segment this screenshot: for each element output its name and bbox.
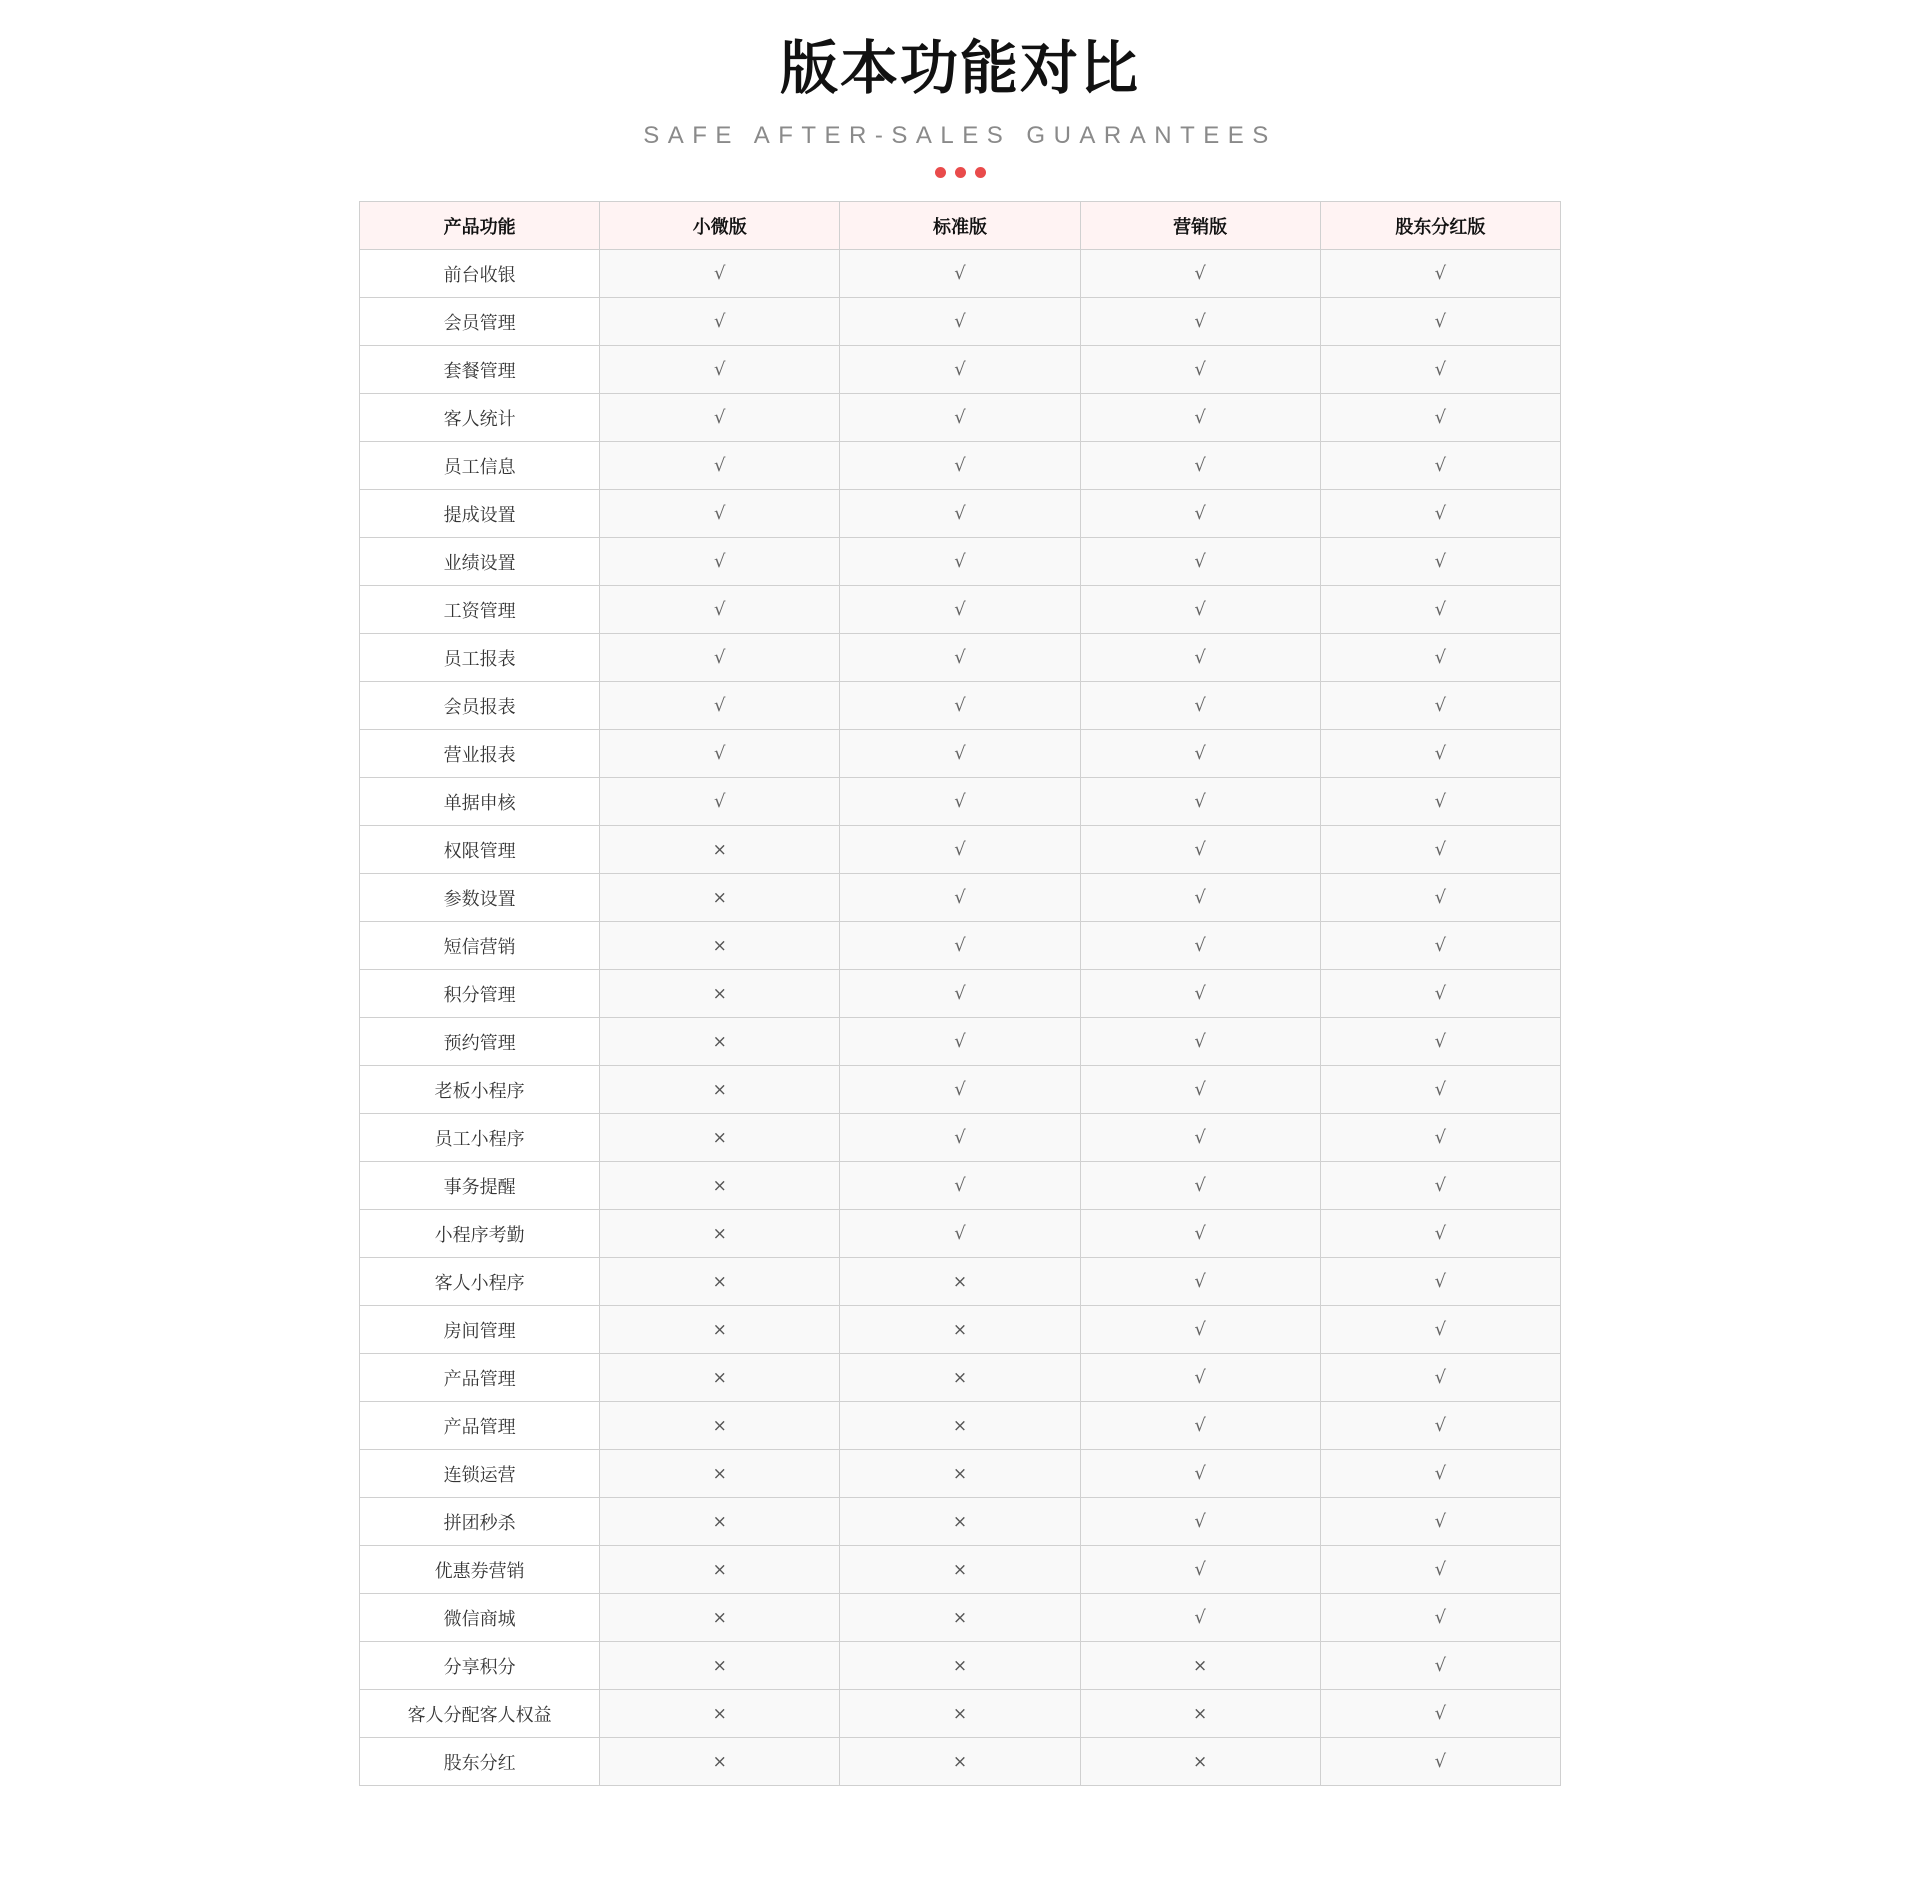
cross-mark-cell: ×	[600, 1450, 840, 1498]
check-mark-cell: √	[1080, 394, 1320, 442]
feature-name-cell: 提成设置	[360, 490, 600, 538]
cross-mark-cell: ×	[600, 1594, 840, 1642]
feature-name-cell: 连锁运营	[360, 1450, 600, 1498]
table-row	[360, 250, 1561, 298]
table-row	[360, 778, 1561, 826]
cross-mark-cell: ×	[600, 1642, 840, 1690]
check-mark-cell: √	[840, 586, 1080, 634]
table-row	[360, 490, 1561, 538]
table-row	[360, 1690, 1561, 1738]
check-mark-cell: √	[1080, 922, 1320, 970]
cross-mark-cell: ×	[840, 1690, 1080, 1738]
column-header: 股东分红版	[1320, 202, 1560, 250]
feature-name-cell: 小程序考勤	[360, 1210, 600, 1258]
check-mark-cell: √	[840, 250, 1080, 298]
check-mark-cell: √	[840, 1210, 1080, 1258]
check-mark-cell: √	[840, 1066, 1080, 1114]
feature-name-cell: 股东分红	[360, 1738, 600, 1786]
column-header: 小微版	[600, 202, 840, 250]
check-mark-cell: √	[1320, 1066, 1560, 1114]
check-mark-cell: √	[1080, 1402, 1320, 1450]
check-mark-cell: √	[1320, 922, 1560, 970]
check-mark-cell: √	[600, 490, 840, 538]
check-mark-cell: √	[600, 634, 840, 682]
page-subtitle: SAFE AFTER-SALES GUARANTEES	[643, 122, 1277, 149]
check-mark-cell: √	[840, 874, 1080, 922]
check-mark-cell: √	[1080, 586, 1320, 634]
check-mark-cell: √	[1320, 1690, 1560, 1738]
check-mark-cell: √	[1320, 1018, 1560, 1066]
page-title: 版本功能对比	[779, 34, 1140, 102]
feature-name-cell: 优惠券营销	[360, 1546, 600, 1594]
dot-icon	[935, 167, 946, 178]
table-row	[360, 1498, 1561, 1546]
check-mark-cell: √	[840, 490, 1080, 538]
cross-mark-cell: ×	[840, 1498, 1080, 1546]
check-mark-cell: √	[1080, 1450, 1320, 1498]
cross-mark-cell: ×	[600, 1354, 840, 1402]
table-header-row	[360, 202, 1561, 250]
check-mark-cell: √	[1320, 1546, 1560, 1594]
check-mark-cell: √	[1320, 634, 1560, 682]
table-row	[360, 442, 1561, 490]
column-header: 标准版	[840, 202, 1080, 250]
cross-mark-cell: ×	[600, 826, 840, 874]
feature-name-cell: 短信营销	[360, 922, 600, 970]
feature-name-cell: 员工报表	[360, 634, 600, 682]
decorative-dots	[0, 167, 1920, 178]
check-mark-cell: √	[840, 634, 1080, 682]
check-mark-cell: √	[840, 922, 1080, 970]
check-mark-cell: √	[1080, 682, 1320, 730]
check-mark-cell: √	[1080, 1594, 1320, 1642]
check-mark-cell: √	[1320, 1450, 1560, 1498]
feature-name-cell: 微信商城	[360, 1594, 600, 1642]
table-row	[360, 298, 1561, 346]
table-row	[360, 970, 1561, 1018]
cross-mark-cell: ×	[840, 1642, 1080, 1690]
table-row	[360, 1162, 1561, 1210]
table-row	[360, 1642, 1561, 1690]
dot-icon	[955, 167, 966, 178]
check-mark-cell: √	[1080, 874, 1320, 922]
check-mark-cell: √	[1320, 1306, 1560, 1354]
check-mark-cell: √	[1080, 1210, 1320, 1258]
check-mark-cell: √	[1080, 298, 1320, 346]
check-mark-cell: √	[1320, 1114, 1560, 1162]
check-mark-cell: √	[1320, 586, 1560, 634]
table-row	[360, 538, 1561, 586]
cross-mark-cell: ×	[600, 874, 840, 922]
feature-name-cell: 权限管理	[360, 826, 600, 874]
table-row	[360, 730, 1561, 778]
check-mark-cell: √	[600, 538, 840, 586]
feature-name-cell: 参数设置	[360, 874, 600, 922]
cross-mark-cell: ×	[840, 1738, 1080, 1786]
check-mark-cell: √	[840, 1018, 1080, 1066]
check-mark-cell: √	[840, 970, 1080, 1018]
check-mark-cell: √	[1080, 250, 1320, 298]
table-row	[360, 634, 1561, 682]
check-mark-cell: √	[840, 682, 1080, 730]
check-mark-cell: √	[1320, 1258, 1560, 1306]
check-mark-cell: √	[1320, 730, 1560, 778]
table-row	[360, 1594, 1561, 1642]
check-mark-cell: √	[600, 586, 840, 634]
cross-mark-cell: ×	[840, 1354, 1080, 1402]
check-mark-cell: √	[600, 778, 840, 826]
cross-mark-cell: ×	[840, 1402, 1080, 1450]
feature-name-cell: 业绩设置	[360, 538, 600, 586]
check-mark-cell: √	[600, 250, 840, 298]
table-row	[360, 826, 1561, 874]
table-body	[360, 250, 1561, 1786]
dot-icon	[975, 167, 986, 178]
check-mark-cell: √	[1080, 634, 1320, 682]
check-mark-cell: √	[600, 682, 840, 730]
check-mark-cell: √	[1320, 298, 1560, 346]
check-mark-cell: √	[1320, 538, 1560, 586]
check-mark-cell: √	[1320, 970, 1560, 1018]
feature-name-cell: 会员报表	[360, 682, 600, 730]
table-row	[360, 1450, 1561, 1498]
check-mark-cell: √	[1320, 1642, 1560, 1690]
feature-name-cell: 营业报表	[360, 730, 600, 778]
table-row	[360, 1210, 1561, 1258]
cross-mark-cell: ×	[600, 1498, 840, 1546]
cross-mark-cell: ×	[600, 1210, 840, 1258]
table-row	[360, 1546, 1561, 1594]
cross-mark-cell: ×	[1080, 1642, 1320, 1690]
table-header	[360, 202, 1561, 250]
cross-mark-cell: ×	[840, 1450, 1080, 1498]
cross-mark-cell: ×	[840, 1594, 1080, 1642]
check-mark-cell: √	[840, 1162, 1080, 1210]
check-mark-cell: √	[1080, 1066, 1320, 1114]
check-mark-cell: √	[1080, 1354, 1320, 1402]
feature-name-cell: 客人分配客人权益	[360, 1690, 600, 1738]
cross-mark-cell: ×	[600, 922, 840, 970]
check-mark-cell: √	[1080, 490, 1320, 538]
cross-mark-cell: ×	[600, 1738, 840, 1786]
check-mark-cell: √	[1080, 1162, 1320, 1210]
check-mark-cell: √	[1080, 1018, 1320, 1066]
check-mark-cell: √	[1080, 346, 1320, 394]
check-mark-cell: √	[1320, 394, 1560, 442]
feature-name-cell: 客人小程序	[360, 1258, 600, 1306]
check-mark-cell: √	[1320, 490, 1560, 538]
check-mark-cell: √	[1320, 1498, 1560, 1546]
column-header: 产品功能	[360, 202, 600, 250]
feature-name-cell: 会员管理	[360, 298, 600, 346]
table-row	[360, 1354, 1561, 1402]
feature-name-cell: 积分管理	[360, 970, 600, 1018]
cross-mark-cell: ×	[600, 1306, 840, 1354]
table-row	[360, 1066, 1561, 1114]
feature-name-cell: 分享积分	[360, 1642, 600, 1690]
check-mark-cell: √	[1080, 1258, 1320, 1306]
check-mark-cell: √	[600, 346, 840, 394]
cross-mark-cell: ×	[840, 1258, 1080, 1306]
feature-name-cell: 预约管理	[360, 1018, 600, 1066]
check-mark-cell: √	[600, 298, 840, 346]
check-mark-cell: √	[840, 826, 1080, 874]
cross-mark-cell: ×	[1080, 1738, 1320, 1786]
table-row	[360, 922, 1561, 970]
table-row	[360, 394, 1561, 442]
check-mark-cell: √	[1320, 1402, 1560, 1450]
table-row	[360, 1738, 1561, 1786]
check-mark-cell: √	[1080, 730, 1320, 778]
check-mark-cell: √	[1320, 1162, 1560, 1210]
feature-name-cell: 套餐管理	[360, 346, 600, 394]
cross-mark-cell: ×	[600, 1258, 840, 1306]
page-header	[0, 0, 1920, 178]
check-mark-cell: √	[1320, 250, 1560, 298]
cross-mark-cell: ×	[840, 1306, 1080, 1354]
check-mark-cell: √	[1080, 1114, 1320, 1162]
cross-mark-cell: ×	[1080, 1690, 1320, 1738]
table-row	[360, 1114, 1561, 1162]
feature-name-cell: 事务提醒	[360, 1162, 600, 1210]
table-row	[360, 874, 1561, 922]
check-mark-cell: √	[840, 730, 1080, 778]
check-mark-cell: √	[600, 442, 840, 490]
check-mark-cell: √	[1320, 874, 1560, 922]
feature-name-cell: 前台收银	[360, 250, 600, 298]
check-mark-cell: √	[1080, 826, 1320, 874]
check-mark-cell: √	[840, 442, 1080, 490]
feature-name-cell: 员工小程序	[360, 1114, 600, 1162]
comparison-table-container	[359, 201, 1561, 1786]
check-mark-cell: √	[1320, 442, 1560, 490]
check-mark-cell: √	[1080, 1498, 1320, 1546]
check-mark-cell: √	[1320, 1210, 1560, 1258]
cross-mark-cell: ×	[600, 1018, 840, 1066]
check-mark-cell: √	[840, 538, 1080, 586]
table-row	[360, 1258, 1561, 1306]
check-mark-cell: √	[600, 730, 840, 778]
table-row	[360, 1306, 1561, 1354]
feature-name-cell: 产品管理	[360, 1354, 600, 1402]
check-mark-cell: √	[840, 298, 1080, 346]
feature-name-cell: 产品管理	[360, 1402, 600, 1450]
check-mark-cell: √	[840, 346, 1080, 394]
table-row	[360, 1018, 1561, 1066]
check-mark-cell: √	[1080, 970, 1320, 1018]
cross-mark-cell: ×	[600, 1066, 840, 1114]
cross-mark-cell: ×	[840, 1546, 1080, 1594]
cross-mark-cell: ×	[600, 1114, 840, 1162]
feature-name-cell: 拼团秒杀	[360, 1498, 600, 1546]
check-mark-cell: √	[840, 1114, 1080, 1162]
check-mark-cell: √	[1320, 778, 1560, 826]
feature-name-cell: 客人统计	[360, 394, 600, 442]
feature-name-cell: 员工信息	[360, 442, 600, 490]
feature-name-cell: 老板小程序	[360, 1066, 600, 1114]
check-mark-cell: √	[1320, 346, 1560, 394]
cross-mark-cell: ×	[600, 1690, 840, 1738]
check-mark-cell: √	[1320, 682, 1560, 730]
table-row	[360, 682, 1561, 730]
check-mark-cell: √	[1080, 778, 1320, 826]
cross-mark-cell: ×	[600, 1546, 840, 1594]
feature-name-cell: 工资管理	[360, 586, 600, 634]
check-mark-cell: √	[840, 394, 1080, 442]
check-mark-cell: √	[1320, 826, 1560, 874]
check-mark-cell: √	[1080, 442, 1320, 490]
version-comparison-table	[359, 201, 1561, 1786]
table-row	[360, 586, 1561, 634]
check-mark-cell: √	[1080, 1546, 1320, 1594]
table-row	[360, 346, 1561, 394]
check-mark-cell: √	[1320, 1738, 1560, 1786]
check-mark-cell: √	[1080, 538, 1320, 586]
cross-mark-cell: ×	[600, 1402, 840, 1450]
check-mark-cell: √	[600, 394, 840, 442]
check-mark-cell: √	[1080, 1306, 1320, 1354]
check-mark-cell: √	[1320, 1354, 1560, 1402]
column-header: 营销版	[1080, 202, 1320, 250]
feature-name-cell: 房间管理	[360, 1306, 600, 1354]
check-mark-cell: √	[1320, 1594, 1560, 1642]
cross-mark-cell: ×	[600, 1162, 840, 1210]
cross-mark-cell: ×	[600, 970, 840, 1018]
table-row	[360, 1402, 1561, 1450]
check-mark-cell: √	[840, 778, 1080, 826]
feature-name-cell: 单据申核	[360, 778, 600, 826]
